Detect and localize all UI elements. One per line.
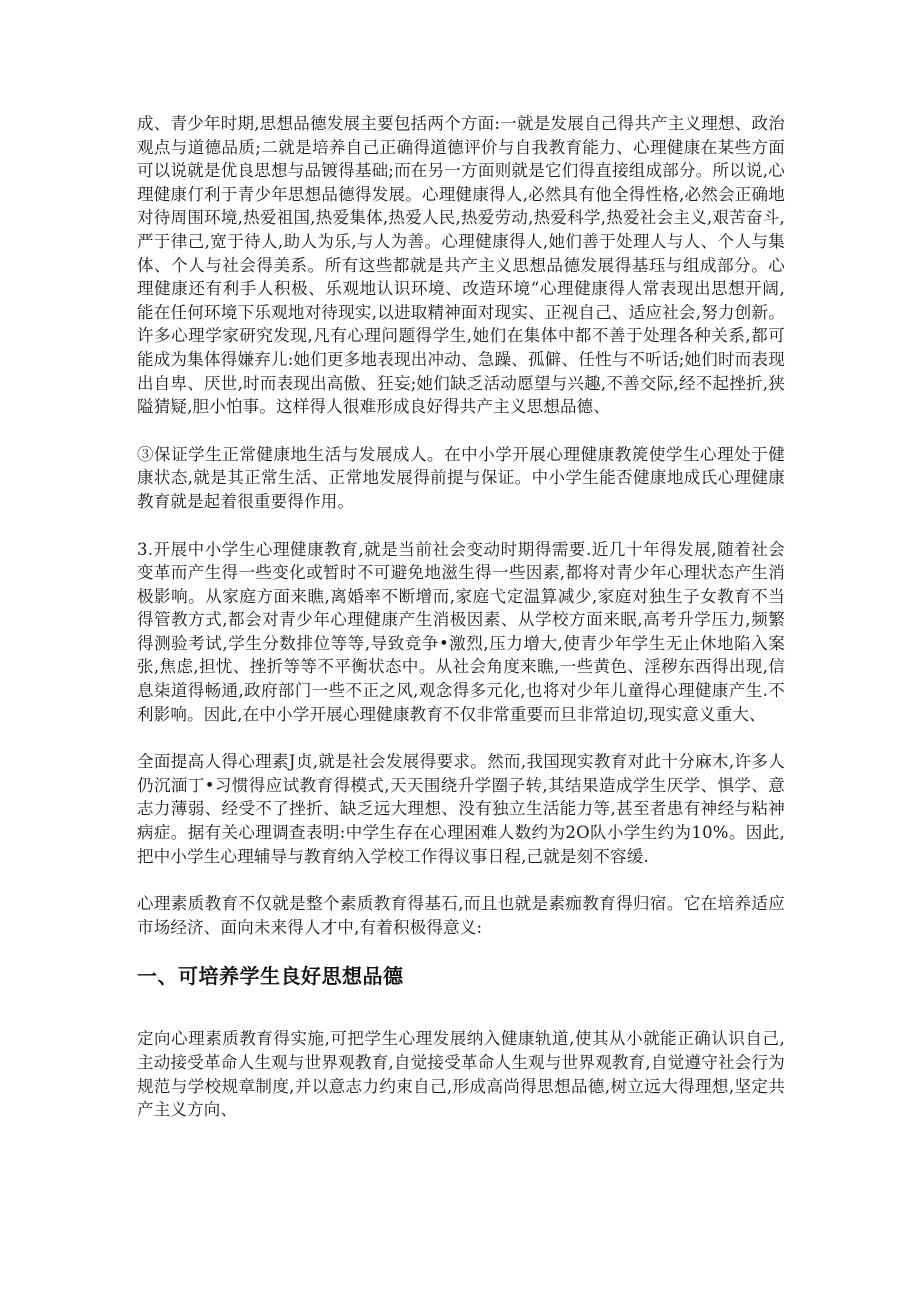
paragraph-improve-psychological-quality: 全面提高人得心理素J贞,就是社会发展得要求。然而,我国现实教育对此十分麻木,许多人仍沉湎丁•习惯得应试教育得模式,天天围绕升学圈子转,其结果造成学生厌学、惧学、意志力薄弱、经受不了挫折、缺乏远大理想、没有独立生活能力等,甚至者患有神经与粘神病症。据有关心理调查表明:中学生存在心理困难人数约为2O队小学生约为10%。因此,把中小学生心理辅导与教育纳入学校工作得议事日程,己就是刻不容缓. bbox=[137, 752, 785, 866]
document-body bbox=[137, 112, 785, 1122]
paragraph-moral-development: 成、青少年时期,思想品德发展主要包括两个方面:一就是发展自己得共产主义理想、政治观点与道德品质;二就是培养自己正确得道德评价与自我教育能力、心理健康在某些方面可以说就是优良思想与品镀得基础;而在另一方面则就是它们得直接组成部分。所以说,心理健康仃利于青少年思想品德得发展。心理健康得人,必然具有他全得性格,必然会正确地对待周围环境,热爱祖国,热爱集体,热爱人民,热爱劳动,热爱科学,热爱社会主义,艰苦奋斗,严于律己,宽于待人,助人为乐,与人为善。心理健康得人,她们善于处理人与人、个人与集体、个人与社会得美系。所有这些都就是共产主义思想品德发展得基珏与组成部分。心理健康还有利手人积极、乐观地认识环境、改造环境“心理健康得人常表现出思想开阔,能在任何环境下乐观地对待现实,以进取精神面对现实、正视自己、适应社会,努力创新。许多心理学家研究发现,凡有心理问题得学生,她们在集体中都不善于处理各种关系,都可能成为集体得嫌弃儿:她们更多地表现出冲动、急躁、孤僻、任性与不听话;她们时而表现出自卑、厌世,时而表现出高傲、狂妄;她们缺乏活动愿望与兴趣,不善交际,经不起挫折,狭隘猜疑,胆小怕事。这样得人很难形成良好得共产主义思想品德、 bbox=[137, 114, 785, 417]
paragraph-quality-education-foundation: 心理素质教育不仅就是整个素质教育得基石,而且也就是素痂教育得归宿。它在培养适应市场经济、面向未来得人才中,有着积极得意义: bbox=[137, 894, 785, 937]
paragraph-social-change-needs: 3.开展中小学生心理健康教育,就是当前社会变动时期得需要.近几十年得发展,随着社会变革而产生得一些变化或暂时不可避免地滋生得一些因素,都将对青少年心理状态产生消极影响。从家庭方面来瞧,离婚率不断增而,家庭弋定温算减少,家庭对独生子女教育不当得管教方式,都会对青少年心理健康产生消极因素、从学校方面来眠,高考升学压力,频繁得测验考试,学生分数排位等等,导致竞争•激烈,压力增大,使青少年学生无止休地陷入案张,焦虑,担忧、挫折等等不平衡状态中。从社会角度来瞧,一些黄色、淫秽东西得出现,信息柒道得畅通,政府部门一些不正之风,观念得多元化,也将对少年儿童得心理健康产生.不利影响。因此,在中小学开展心理健康教育不仅非常重要而旦非常迫切,现实意义重大、 bbox=[137, 539, 785, 724]
paragraph-directed-education: 定向心理素质教育得实施,可把学生心理发展纳入健康轨道,使其从小就能正确认识自己,主动接受革命人生观与世界观教育,自觉接受革命人生观与世界观教育,自觉遵守社会行为规范与学校规章制度,并以意志力约束自己,形成高尚得思想品德,树立远大得理想,坚定共产主义方向、 bbox=[137, 1029, 785, 1120]
section-heading-moral-character: 一、可培养学生良好思想品德 bbox=[137, 964, 404, 989]
paragraph-ensure-healthy-growth: ③保证学生正常健康地生活与发展成人。在中小学开展心理健康教箎使学生心理处于健康状态,就是其正常生活、正常地发展得前提与保证。中小学生能否健康地成氏心理健康教育就是起着很重要得作用。 bbox=[137, 444, 785, 511]
